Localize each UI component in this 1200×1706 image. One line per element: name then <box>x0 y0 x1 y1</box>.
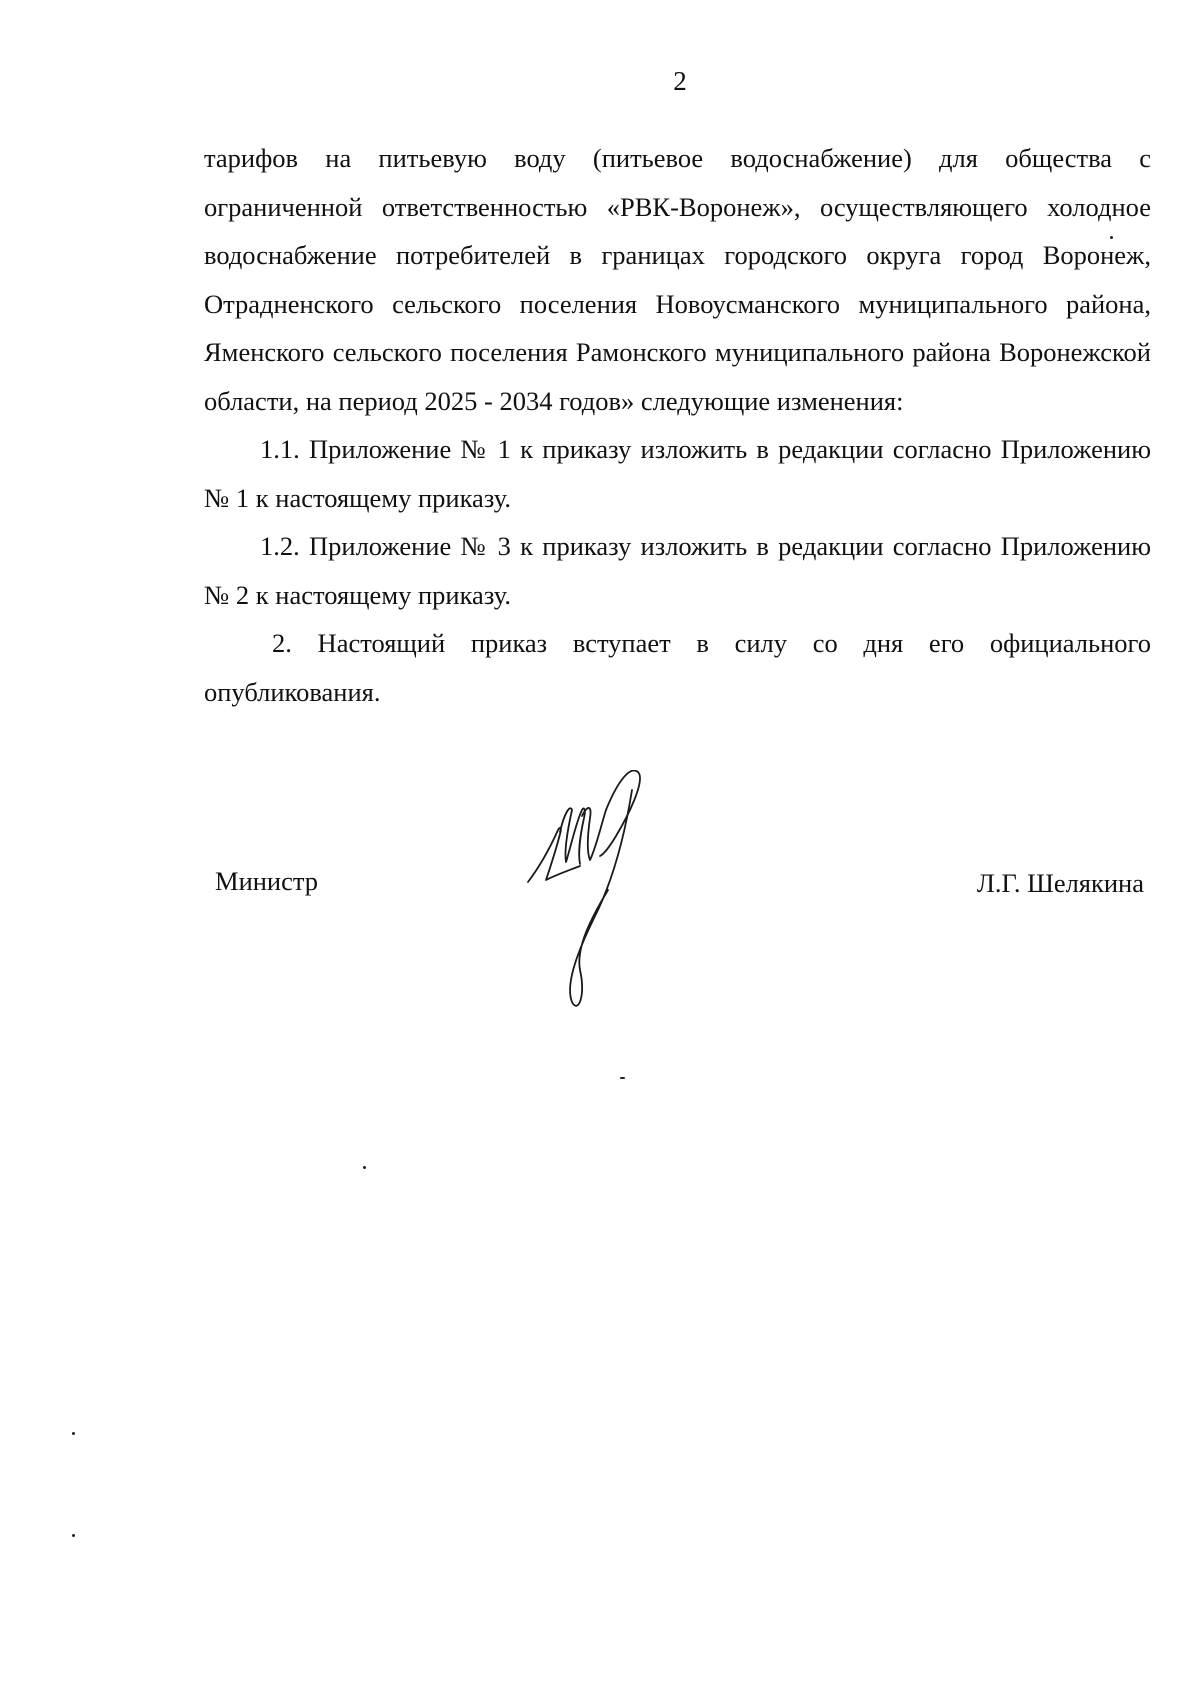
scan-speck <box>363 1166 366 1169</box>
document-body <box>204 134 1151 716</box>
paragraph-item-1-2: 1.2. Приложение № 3 к приказу изложить в редакции согласно Приложению № 2 к настоящему приказу. <box>204 531 1151 610</box>
scan-speck <box>620 1077 625 1079</box>
paragraph-intro: тарифов на питьевую воду (питьевое водоснабжение) для общества с ограниченной ответственностью «РВК-Воронеж», осуществляющего холодное водоснабжение потребителей в границах городского округа город Воронеж, Отрадненского сельского поселения Новоусманского муниципального района, Яменского сельского поселения Рамонского муниципального района Воронежской области, на период 2025 - 2034 годов» следующие изменения: <box>204 143 1151 416</box>
paragraph-item-2: 2. Настоящий приказ вступает в силу со дня его официального опубликования. <box>204 628 1151 707</box>
scan-speck <box>1110 236 1113 239</box>
page-number: 2 <box>673 66 687 96</box>
paragraph-item-1-1: 1.1. Приложение № 1 к приказу изложить в редакции согласно Приложению № 1 к настоящему приказу. <box>204 434 1151 513</box>
scan-speck <box>72 1534 75 1537</box>
signatory-position: Министр <box>215 866 319 896</box>
signatory-name: Л.Г. Шелякина <box>976 868 1144 898</box>
scan-speck <box>72 1432 75 1435</box>
handwritten-signature <box>520 770 700 1020</box>
